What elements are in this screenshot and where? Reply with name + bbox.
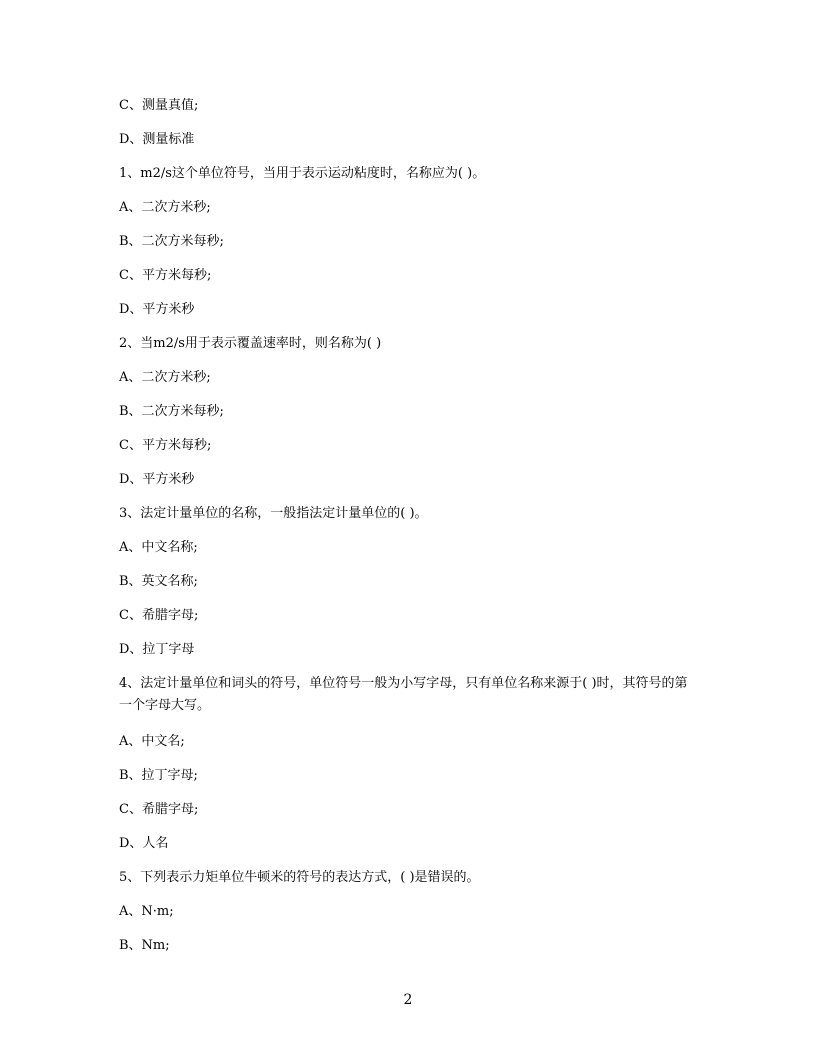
question-1: 1、m2/s这个单位符号，当用于表示运动粘度时，名称应为( )。 — [119, 166, 486, 181]
page-number: 2 — [403, 992, 413, 1008]
option-b-q2: B、二次方米每秒; — [119, 404, 224, 419]
option-a-q4: A、中文名; — [119, 734, 185, 749]
option-a-q2: A、二次方米秒; — [119, 370, 211, 385]
option-c-q3: C、希腊字母; — [119, 608, 199, 623]
option-c-q0: C、测量真值; — [119, 98, 199, 113]
page-content — [119, 95, 699, 969]
option-d-q3: D、拉丁字母 — [119, 642, 195, 657]
option-b-q5: B、Nm; — [119, 938, 170, 953]
option-c-q4: C、希腊字母; — [119, 802, 199, 817]
option-c-q2: C、平方米每秒; — [119, 438, 212, 453]
option-d-q1: D、平方米秒 — [119, 302, 195, 317]
option-d-q0: D、测量标准 — [119, 132, 195, 147]
option-a-q3: A、中文名称; — [119, 540, 198, 555]
option-c-q1: C、平方米每秒; — [119, 268, 212, 283]
option-b-q4: B、拉丁字母; — [119, 768, 198, 783]
question-2: 2、当m2/s用于表示覆盖速率时，则名称为( ) — [119, 336, 382, 351]
question-4: 4、法定计量单位和词头的符号，单位符号一般为小写字母，只有单位名称来源于( )时，其符号的第一个字母大写。 — [119, 676, 688, 713]
option-d-q4: D、人名 — [119, 836, 169, 851]
option-b-q1: B、二次方米每秒; — [119, 234, 224, 249]
question-5: 5、下列表示力矩单位牛顿米的符号的表达方式，( )是错误的。 — [119, 870, 480, 885]
option-d-q2: D、平方米秒 — [119, 472, 195, 487]
option-a-q5: A、N·m; — [119, 904, 174, 919]
question-3: 3、法定计量单位的名称，一般指法定计量单位的( )。 — [119, 506, 428, 521]
option-b-q3: B、英文名称; — [119, 574, 198, 589]
option-a-q1: A、二次方米秒; — [119, 200, 211, 215]
